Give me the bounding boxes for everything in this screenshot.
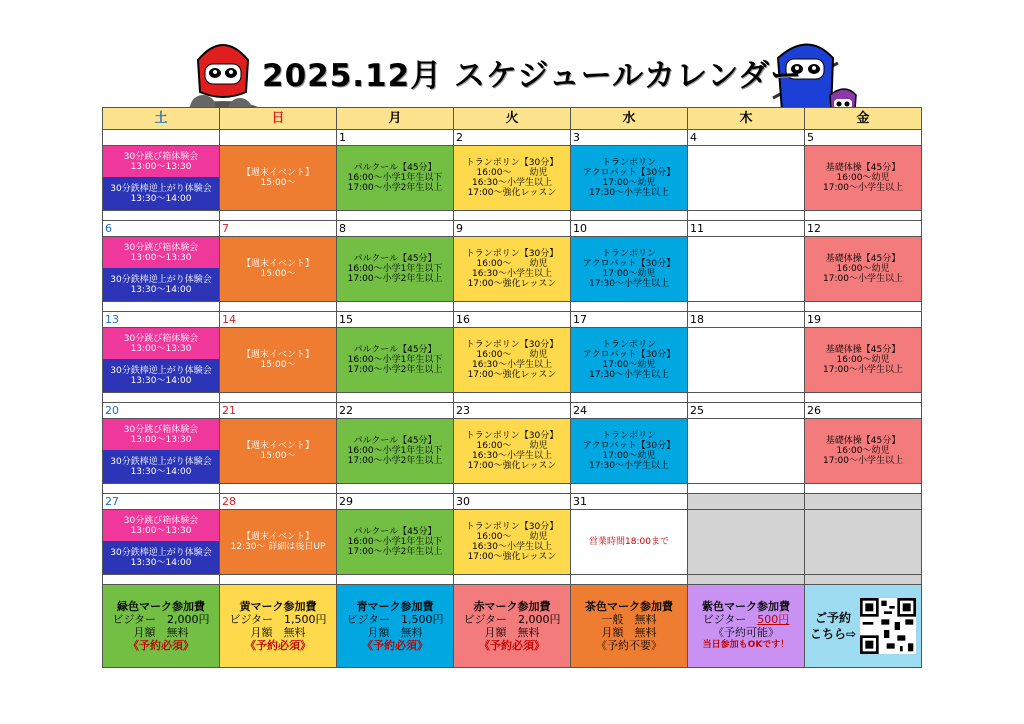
vaulting-box-trial-event: 30分跳び箱体験会 13:00～13:30 (103, 237, 219, 268)
vaulting-box-trial-event: 30分跳び箱体験会 13:00～13:30 (103, 146, 219, 177)
date-cell: 10 (571, 221, 688, 237)
legend-brown: 茶色マーク参加費 一般 無料 月額 無料 《予約不要》 (571, 585, 688, 668)
parkour-event-cell: パルクール【45分】 16:00～小学1年生以下 17:00～小学2年生以上 (337, 146, 454, 211)
date-cell: 24 (571, 403, 688, 419)
parkour-event-cell: パルクール【45分】 16:00～小学1年生以下 17:00～小学2年生以上 (337, 328, 454, 393)
reserve-cell[interactable] (805, 585, 922, 668)
bar-kickup-trial-event: 30分鉄棒逆上がり体験会 13:30～14:00 (103, 177, 219, 210)
date-cell: 18 (688, 312, 805, 328)
legend-yellow: 黄マーク参加費 ビジター 1,500円 月額 無料 《予約必須》 (220, 585, 337, 668)
legend-blue: 青マーク参加費 ビジター 1,500円 月額 無料 《予約必須》 (337, 585, 454, 668)
parkour-event-cell: パルクール【45分】 16:00～小学1年生以下 17:00～小学2年生以上 (337, 419, 454, 484)
date-row (103, 403, 922, 419)
legend-green: 緑色マーク参加費 ビジター 2,000円 月額 無料 《予約必須》 (103, 585, 220, 668)
empty-cell (688, 419, 805, 484)
event-row (103, 510, 922, 575)
weekend-event-cell: 【週末イベント】 15:00～ (220, 146, 337, 211)
reserve-arrow-label: こちら⇨ (809, 627, 857, 641)
date-cell: 22 (337, 403, 454, 419)
date-cell: 7 (220, 221, 337, 237)
date-cell: 8 (337, 221, 454, 237)
date-cell: 4 (688, 130, 805, 146)
reserve-label: ご予約 (814, 611, 851, 625)
parkour-event-cell: パルクール【45分】 16:00～小学1年生以下 17:00～小学2年生以上 (337, 510, 454, 575)
weekday-wed: 水 (571, 108, 688, 130)
acrobat-event-cell: トランポリン アクロバット【30分】 17:00～幼児 17:30～小学生以上 (571, 237, 688, 302)
acrobat-event-cell: トランポリン アクロバット【30分】 17:00～幼児 17:30～小学生以上 (571, 328, 688, 393)
trampoline-event-cell: トランポリン【30分】 16:00～ 幼児 16:30～小学生以上 17:00～強化レッスン (454, 237, 571, 302)
empty-cell (805, 510, 922, 575)
weekday-header-row (103, 108, 922, 130)
acrobat-event-cell: トランポリン アクロバット【30分】 17:00～幼児 17:30～小学生以上 (571, 146, 688, 211)
weekday-thu: 木 (688, 108, 805, 130)
weekend-event-cell: 【週末イベント】 15:00～ (220, 328, 337, 393)
date-cell (805, 494, 922, 510)
weekday-fri: 金 (805, 108, 922, 130)
weekday-mon: 月 (337, 108, 454, 130)
date-cell (688, 494, 805, 510)
date-cell: 31 (571, 494, 688, 510)
date-cell: 1 (337, 130, 454, 146)
date-cell: 13 (103, 312, 220, 328)
date-cell: 21 (220, 403, 337, 419)
date-cell: 3 (571, 130, 688, 146)
weekday-sun: 日 (220, 108, 337, 130)
sat-events-cell (103, 419, 220, 484)
event-row (103, 328, 922, 393)
date-cell: 17 (571, 312, 688, 328)
weekday-sat: 土 (103, 108, 220, 130)
weekend-event-cell: 【週末イベント】 12:30～ 詳細は後日UP (220, 510, 337, 575)
weekday-tue: 火 (454, 108, 571, 130)
basic-gym-event-cell: 基礎体操【45分】 16:00～幼児 17:00～小学生以上 (805, 237, 922, 302)
date-cell: 28 (220, 494, 337, 510)
event-row (103, 419, 922, 484)
bar-kickup-trial-event: 30分鉄棒逆上がり体験会 13:30～14:00 (103, 359, 219, 392)
date-cell: 2 (454, 130, 571, 146)
date-cell: 23 (454, 403, 571, 419)
trampoline-event-cell: トランポリン【30分】 16:00～ 幼児 16:30～小学生以上 17:00～強化レッスン (454, 328, 571, 393)
bar-kickup-trial-event: 30分鉄棒逆上がり体験会 13:30～14:00 (103, 450, 219, 483)
empty-cell (688, 510, 805, 575)
weekend-event-cell: 【週末イベント】 15:00～ (220, 237, 337, 302)
date-cell: 16 (454, 312, 571, 328)
basic-gym-event-cell: 基礎体操【45分】 16:00～幼児 17:00～小学生以上 (805, 419, 922, 484)
date-cell: 19 (805, 312, 922, 328)
closing-time-note: 営業時間18:00まで (571, 510, 688, 575)
date-cell: 26 (805, 403, 922, 419)
date-cell: 12 (805, 221, 922, 237)
sat-events-cell (103, 146, 220, 211)
bar-kickup-trial-event: 30分鉄棒逆上がり体験会 13:30～14:00 (103, 268, 219, 301)
date-cell: 30 (454, 494, 571, 510)
event-row (103, 146, 922, 211)
date-row (103, 130, 922, 146)
date-cell: 6 (103, 221, 220, 237)
parkour-event-cell: パルクール【45分】 16:00～小学1年生以下 17:00～小学2年生以上 (337, 237, 454, 302)
vaulting-box-trial-event: 30分跳び箱体験会 13:00～13:30 (103, 510, 219, 541)
date-row (103, 221, 922, 237)
event-row (103, 237, 922, 302)
date-cell (220, 130, 337, 146)
legend-red: 赤マーク参加費 ビジター 2,000円 月額 無料 《予約必須》 (454, 585, 571, 668)
basic-gym-event-cell: 基礎体操【45分】 16:00～幼児 17:00～小学生以上 (805, 146, 922, 211)
basic-gym-event-cell: 基礎体操【45分】 16:00～幼児 17:00～小学生以上 (805, 328, 922, 393)
trampoline-event-cell: トランポリン【30分】 16:00～ 幼児 16:30～小学生以上 17:00～強化レッスン (454, 510, 571, 575)
page-title: 2025.12月 スケジュールカレンダー (262, 58, 803, 94)
qr-code-icon[interactable] (860, 598, 916, 654)
acrobat-event-cell: トランポリン アクロバット【30分】 17:00～幼児 17:30～小学生以上 (571, 419, 688, 484)
trampoline-event-cell: トランポリン【30分】 16:00～ 幼児 16:30～小学生以上 17:00～強化レッスン (454, 146, 571, 211)
date-row (103, 494, 922, 510)
date-cell: 5 (805, 130, 922, 146)
date-row (103, 312, 922, 328)
empty-cell (688, 146, 805, 211)
date-cell: 14 (220, 312, 337, 328)
date-cell: 27 (103, 494, 220, 510)
vaulting-box-trial-event: 30分跳び箱体験会 13:00～13:30 (103, 419, 219, 450)
vaulting-box-trial-event: 30分跳び箱体験会 13:00～13:30 (103, 328, 219, 359)
fee-legend-row (103, 585, 922, 668)
trampoline-event-cell: トランポリン【30分】 16:00～ 幼児 16:30～小学生以上 17:00～強化レッスン (454, 419, 571, 484)
sat-events-cell (103, 328, 220, 393)
date-cell: 15 (337, 312, 454, 328)
sat-events-cell (103, 237, 220, 302)
bar-kickup-trial-event: 30分鉄棒逆上がり体験会 13:30～14:00 (103, 541, 219, 574)
date-cell: 9 (454, 221, 571, 237)
date-cell (103, 130, 220, 146)
date-cell: 11 (688, 221, 805, 237)
empty-cell (688, 328, 805, 393)
date-cell: 29 (337, 494, 454, 510)
date-cell: 20 (103, 403, 220, 419)
weekend-event-cell: 【週末イベント】 15:00～ (220, 419, 337, 484)
legend-purple: 紫色マーク参加費 ビジター 500円 《予約可能》 当日参加もOKです！ (688, 585, 805, 668)
empty-cell (688, 237, 805, 302)
date-cell: 25 (688, 403, 805, 419)
schedule-calendar (102, 107, 922, 668)
sat-events-cell (103, 510, 220, 575)
